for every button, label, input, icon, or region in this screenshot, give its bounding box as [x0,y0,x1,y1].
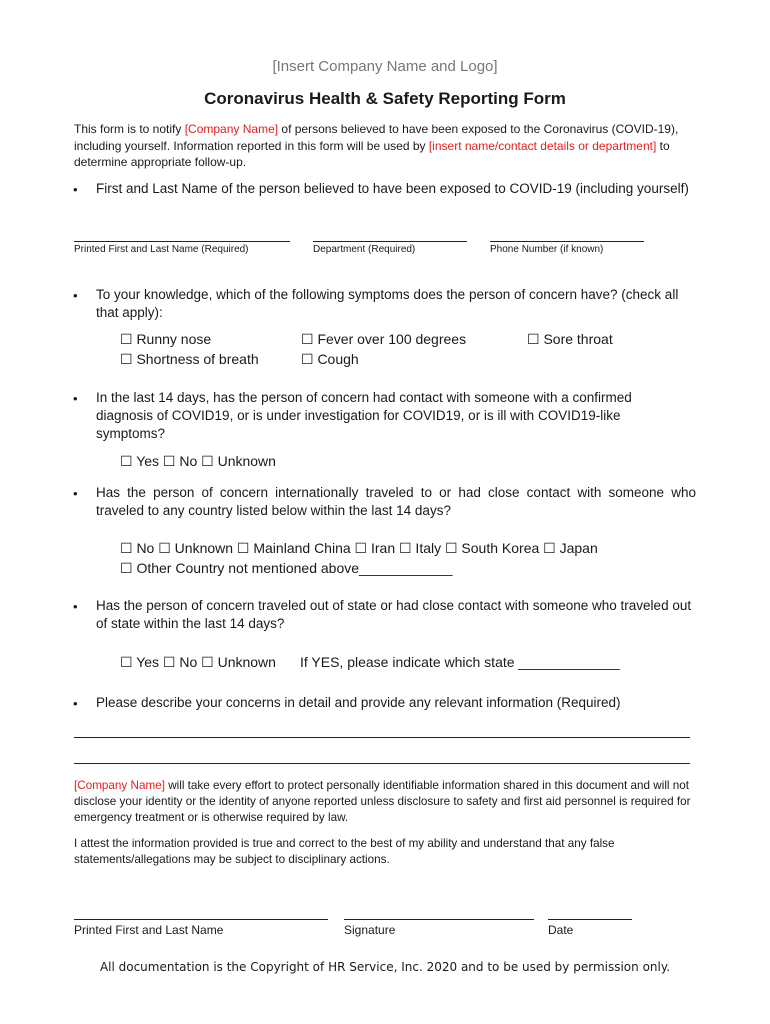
intro-paragraph: This form is to notify [Company Name] of persons believed to have been exposed to the Coronavirus (COVID-19), including yourself. Information reported in this form will be used by [insert name/contact details or department] to determine appropriate follow-up. [74,122,679,169]
checkbox-sore-throat[interactable]: ☐ Sore throat [527,331,613,347]
privacy-paragraph: [Company Name] will take every effort to protect personally identifiable information shared in this document and will not disclose your identity or the identity of anyone reported unless disclosure to safety and first aid personnel is required for emergency treatment or is otherwise required by law. [74,779,691,824]
checkbox-fever[interactable]: ☐ Fever over 100 degrees [301,331,467,347]
signature-line[interactable] [344,919,534,920]
bullet-icon: • [73,599,78,614]
question-concerns: Please describe your concerns in detail and provide any relevant information (Required) [96,695,621,710]
contact-options[interactable]: ☐ Yes ☐ No ☐ Unknown [120,453,276,469]
country-options[interactable]: ☐ No ☐ Unknown ☐ Mainland China ☐ Iran ☐ Italy ☐ South Korea ☐ Japan [120,540,598,556]
question-international-travel: Has the person of concern internationally traveled to or had close contact with someone who traveled to any country listed below within the last 14 days? [96,485,696,518]
printed-name-line[interactable] [74,919,328,920]
department-input-line[interactable] [313,241,467,242]
date-label: Date [548,923,574,937]
attestation-paragraph: I attest the information provided is true and correct to the best of my ability and understand that any false statements/allegations may be subject to disciplinary actions. [74,837,615,866]
question-symptoms: To your knowledge, which of the following symptoms does the person of concern have? (check all that apply): [96,287,679,320]
question-contact: In the last 14 days, has the person of concern had contact with someone with a confirmed diagnosis of COVID19, or is under investigation for COVID19, or is ill with COVID19-like symptoms? [96,390,632,441]
bullet-icon: • [73,288,78,303]
printed-name-label: Printed First and Last Name [74,923,224,937]
copyright-footer: All documentation is the Copyright of HR Service, Inc. 2020 and to be used by permission only. [99,960,671,974]
name-field-label: Printed First and Last Name (Required) [74,244,249,255]
contact-details-field: [insert name/contact details or department] [428,138,657,153]
name-input-line[interactable] [74,241,290,242]
bullet-icon: • [73,486,78,501]
company-name-field: [Company Name] [74,779,165,792]
concerns-line[interactable] [74,737,690,738]
other-country-option[interactable]: ☐ Other Country not mentioned above____________ [120,560,453,576]
phone-input-line[interactable] [490,241,644,242]
question-state-travel: Has the person of concern traveled out of state or had close contact with someone who traveled out of state within the last 14 days? [96,598,692,631]
page-title: Coronavirus Health & Safety Reporting Form [204,89,566,108]
signature-label: Signature [344,923,396,937]
checkbox-shortness-of-breath[interactable]: ☐ Shortness of breath [120,351,259,367]
bullet-icon: • [73,182,78,197]
bullet-icon: • [73,391,78,406]
department-field-label: Department (Required) [313,244,416,255]
checkbox-runny-nose[interactable]: ☐ Runny nose [120,331,212,347]
bullet-icon: • [73,696,78,711]
question-name: First and Last Name of the person believed to have been exposed to COVID-19 (including yourself) [96,181,689,196]
date-line[interactable] [548,919,632,920]
company-name-field: [Company Name] [184,122,279,136]
checkbox-cough[interactable]: ☐ Cough [301,351,359,367]
company-name-placeholder: [Insert Company Name and Logo] [272,58,498,75]
state-travel-options[interactable]: ☐ Yes ☐ No ☐ Unknown [120,654,276,670]
state-input-prompt[interactable]: If YES, please indicate which state _____________ [300,654,620,670]
concerns-line[interactable] [74,763,690,764]
phone-field-label: Phone Number (if known) [490,244,604,255]
